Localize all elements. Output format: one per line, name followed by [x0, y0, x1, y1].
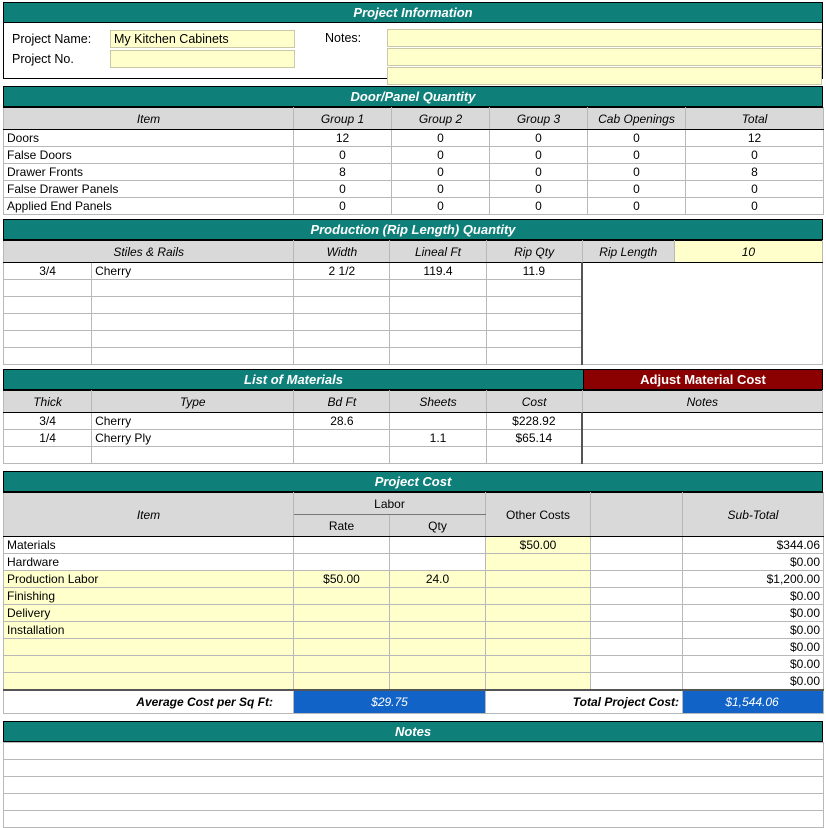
col-stiles-and-rails: Stiles & Rails	[4, 241, 294, 263]
cell-thick: 1/4	[4, 430, 92, 447]
project-cost-footer-row	[4, 690, 824, 714]
cell-qty[interactable]	[390, 537, 486, 554]
cell-lineal-ft	[390, 297, 486, 314]
project-no-row	[12, 49, 317, 69]
cell-rip-qty	[486, 348, 582, 365]
cell-rate[interactable]	[294, 673, 390, 690]
cell-sheets	[390, 413, 486, 430]
cell-group-1[interactable]: 0	[294, 181, 392, 198]
average-cost-label: Average Cost per Sq Ft:	[4, 690, 294, 714]
col-rate: Rate	[294, 515, 390, 537]
cell-rip-qty: 11.9	[486, 263, 582, 280]
cell-group-2[interactable]: 0	[392, 130, 490, 147]
adjust-material-cost-button[interactable]: Adjust Material Cost	[583, 369, 823, 390]
cell-width[interactable]	[294, 348, 390, 365]
cell-blank	[591, 605, 683, 622]
cell-width[interactable]	[294, 314, 390, 331]
col-rip-length: Rip Length	[582, 241, 674, 263]
table-row	[4, 147, 824, 164]
cell-thick: 3/4	[4, 413, 92, 430]
cell-rip-qty	[486, 280, 582, 297]
notes-input-5[interactable]	[4, 811, 824, 828]
project-no-input[interactable]	[110, 50, 295, 68]
materials-band-row	[3, 369, 823, 390]
table-row	[4, 571, 824, 588]
table-row	[4, 554, 824, 571]
cell-lineal-ft	[390, 348, 486, 365]
cell-thick[interactable]	[4, 331, 92, 348]
col-cab-openings: Cab Openings	[588, 108, 686, 130]
table-header-row	[4, 241, 823, 263]
cell-qty[interactable]	[390, 656, 486, 673]
cell-blank	[591, 588, 683, 605]
table-row	[4, 430, 823, 447]
cell-lineal-ft	[390, 314, 486, 331]
cell-width[interactable]	[294, 297, 390, 314]
cell-lineal-ft	[390, 280, 486, 297]
cell-sub-total: $0.00	[683, 673, 824, 690]
cell-item: Doors	[4, 130, 294, 147]
cell-qty[interactable]	[390, 673, 486, 690]
cell-other-costs[interactable]: $50.00	[486, 537, 591, 554]
section-header-production-quantity: Production (Rip Length) Quantity	[3, 219, 823, 240]
cell-type: Cherry	[92, 413, 294, 430]
cell-type[interactable]	[92, 297, 294, 314]
cell-cab-openings[interactable]: 0	[588, 164, 686, 181]
table-row	[4, 164, 824, 181]
cell-other-costs[interactable]	[486, 554, 591, 571]
cell-rate[interactable]	[294, 622, 390, 639]
cell-blank	[591, 571, 683, 588]
table-header-row	[4, 108, 824, 130]
cell-lineal-ft	[390, 331, 486, 348]
col-lineal-ft: Lineal Ft	[390, 241, 486, 263]
col-thick: Thick	[4, 391, 92, 413]
cell-cab-openings[interactable]: 0	[588, 181, 686, 198]
door-panel-quantity-table	[3, 107, 824, 215]
cell-item[interactable]	[4, 639, 294, 656]
cell-blank	[591, 554, 683, 571]
cell-group-3[interactable]: 0	[490, 181, 588, 198]
table-row	[4, 639, 824, 656]
cell-type[interactable]	[92, 280, 294, 297]
col-item: Item	[4, 493, 294, 537]
cell-rate[interactable]	[294, 605, 390, 622]
cell-type[interactable]	[92, 331, 294, 348]
rip-length-blank-area	[582, 263, 822, 365]
cell-thick[interactable]: 3/4	[4, 263, 92, 280]
table-row	[4, 622, 824, 639]
project-notes-input-2[interactable]	[387, 48, 822, 66]
section-header-door-panel-quantity: Door/Panel Quantity	[3, 86, 823, 107]
col-type: Type	[92, 391, 294, 413]
cell-other-costs[interactable]	[486, 571, 591, 588]
col-group-2: Group 2	[392, 108, 490, 130]
table-row	[4, 673, 824, 690]
production-quantity-table	[3, 240, 823, 365]
notes-row	[4, 760, 824, 777]
cell-qty[interactable]	[390, 554, 486, 571]
cell-width[interactable]: 2 1/2	[294, 263, 390, 280]
cell-sub-total: $0.00	[683, 622, 824, 639]
col-width: Width	[294, 241, 390, 263]
list-of-materials-table	[3, 390, 823, 464]
cell-width[interactable]	[294, 280, 390, 297]
cell-type: Cherry Ply	[92, 430, 294, 447]
project-notes-group	[317, 29, 822, 78]
table-row	[4, 263, 823, 280]
cell-item: Hardware	[4, 554, 294, 571]
cell-cab-openings[interactable]: 0	[588, 130, 686, 147]
cell-cost: $65.14	[486, 430, 582, 447]
cell-sub-total: $1,200.00	[683, 571, 824, 588]
table-row	[4, 413, 823, 430]
project-name-input[interactable]: My Kitchen Cabinets	[110, 30, 295, 48]
col-other-costs: Other Costs	[486, 493, 591, 537]
cell-rate[interactable]	[294, 656, 390, 673]
cell-other-costs[interactable]	[486, 622, 591, 639]
cell-rate[interactable]	[294, 588, 390, 605]
col-labor: Labor	[294, 493, 486, 515]
cell-other-costs[interactable]	[486, 588, 591, 605]
notes-input-3[interactable]	[4, 777, 824, 794]
cell-cost: $228.92	[486, 413, 582, 430]
cell-type	[92, 447, 294, 464]
cell-sheets	[390, 447, 486, 464]
col-bd-ft: Bd Ft	[294, 391, 390, 413]
cell-qty[interactable]: 24.0	[390, 571, 486, 588]
cell-group-2[interactable]: 0	[392, 164, 490, 181]
cell-qty[interactable]	[390, 605, 486, 622]
col-blank	[591, 493, 683, 537]
cell-group-3[interactable]: 0	[490, 198, 588, 215]
cell-group-1[interactable]: 0	[294, 198, 392, 215]
project-name-row	[12, 29, 317, 49]
table-row	[4, 181, 824, 198]
cell-type[interactable]	[92, 314, 294, 331]
notes-row	[4, 777, 824, 794]
notes-input-4[interactable]	[4, 794, 824, 811]
cell-notes[interactable]	[582, 430, 822, 447]
cell-sub-total: $0.00	[683, 554, 824, 571]
cell-group-1[interactable]: 0	[294, 147, 392, 164]
col-cost: Cost	[486, 391, 582, 413]
project-no-label: Project No.	[12, 52, 74, 66]
spacer-4	[3, 464, 823, 471]
table-row	[4, 198, 824, 215]
cell-item: Materials	[4, 537, 294, 554]
col-item: Item	[4, 108, 294, 130]
total-project-cost-value: $1,544.06	[683, 690, 824, 714]
cell-qty[interactable]	[390, 588, 486, 605]
cell-rate[interactable]	[294, 639, 390, 656]
cell-rate[interactable]: $50.00	[294, 571, 390, 588]
table-row	[4, 656, 824, 673]
project-notes-input-1[interactable]	[387, 29, 822, 47]
notes-table	[3, 742, 824, 828]
cell-item[interactable]	[4, 673, 294, 690]
cell-rate[interactable]	[294, 554, 390, 571]
cell-group-2[interactable]: 0	[392, 147, 490, 164]
notes-row	[4, 743, 824, 760]
col-total: Total	[686, 108, 824, 130]
cell-total: 0	[686, 198, 824, 215]
cell-sub-total: $0.00	[683, 605, 824, 622]
notes-row	[4, 811, 824, 828]
project-information-panel	[3, 23, 823, 79]
project-cost-table	[3, 492, 824, 714]
cell-type[interactable]	[92, 348, 294, 365]
cell-group-3[interactable]: 0	[490, 130, 588, 147]
table-row	[4, 537, 824, 554]
cell-bd-ft	[294, 430, 390, 447]
col-group-3: Group 3	[490, 108, 588, 130]
table-row	[4, 605, 824, 622]
total-project-cost-label: Total Project Cost:	[486, 690, 683, 714]
cell-item: Delivery	[4, 605, 294, 622]
notes-row	[4, 794, 824, 811]
cell-sub-total: $0.00	[683, 639, 824, 656]
col-notes: Notes	[582, 391, 822, 413]
project-notes-input-3[interactable]	[387, 67, 822, 85]
cell-qty[interactable]	[390, 622, 486, 639]
cell-width[interactable]	[294, 331, 390, 348]
cell-thick[interactable]	[4, 297, 92, 314]
table-row	[4, 588, 824, 605]
project-name-label: Project Name:	[12, 32, 92, 46]
cell-group-2[interactable]: 0	[392, 198, 490, 215]
cell-group-3[interactable]: 0	[490, 147, 588, 164]
cell-group-3[interactable]: 0	[490, 164, 588, 181]
cell-blank	[591, 656, 683, 673]
cell-total: 12	[686, 130, 824, 147]
cell-other-costs[interactable]	[486, 673, 591, 690]
cell-other-costs[interactable]	[486, 605, 591, 622]
cell-bd-ft: 28.6	[294, 413, 390, 430]
cell-bd-ft	[294, 447, 390, 464]
project-notes-inputs	[387, 29, 822, 78]
cell-rate[interactable]	[294, 537, 390, 554]
cell-thick[interactable]	[4, 314, 92, 331]
cell-notes[interactable]	[582, 413, 822, 430]
cell-group-1[interactable]: 8	[294, 164, 392, 181]
cell-total: 0	[686, 147, 824, 164]
cell-group-2[interactable]: 0	[392, 181, 490, 198]
project-notes-label: Notes:	[325, 31, 362, 45]
project-fields-group	[12, 29, 317, 78]
section-header-list-of-materials: List of Materials	[3, 369, 583, 390]
cell-item: False Drawer Panels	[4, 181, 294, 198]
cell-rip-qty	[486, 297, 582, 314]
table-row	[4, 130, 824, 147]
table-row	[4, 447, 823, 464]
cell-thick[interactable]	[4, 348, 92, 365]
cell-cab-openings[interactable]: 0	[588, 198, 686, 215]
cell-thick	[4, 447, 92, 464]
cell-rip-qty	[486, 314, 582, 331]
rip-length-input[interactable]: 10	[674, 241, 822, 263]
spacer-5	[3, 714, 823, 721]
table-header-row	[4, 391, 823, 413]
col-sub-total: Sub-Total	[683, 493, 824, 537]
average-cost-value: $29.75	[294, 690, 486, 714]
cell-rip-qty	[486, 331, 582, 348]
col-group-1: Group 1	[294, 108, 392, 130]
cell-item: Finishing	[4, 588, 294, 605]
col-sheets: Sheets	[390, 391, 486, 413]
section-header-project-information: Project Information	[3, 2, 823, 23]
table-header-row-top	[4, 493, 824, 515]
cell-item: Production Labor	[4, 571, 294, 588]
notes-input-1[interactable]	[4, 743, 824, 760]
notes-input-2[interactable]	[4, 760, 824, 777]
cell-cost	[486, 447, 582, 464]
cell-item: Installation	[4, 622, 294, 639]
cell-type[interactable]: Cherry	[92, 263, 294, 280]
cell-item: Applied End Panels	[4, 198, 294, 215]
section-header-project-cost: Project Cost	[3, 471, 823, 492]
section-header-notes: Notes	[3, 721, 823, 742]
cell-item: Drawer Fronts	[4, 164, 294, 181]
cell-blank	[591, 537, 683, 554]
cell-qty[interactable]	[390, 639, 486, 656]
cell-other-costs[interactable]	[486, 639, 591, 656]
cell-sheets: 1.1	[390, 430, 486, 447]
cell-sub-total: $344.06	[683, 537, 824, 554]
col-qty: Qty	[390, 515, 486, 537]
cell-item[interactable]	[4, 656, 294, 673]
cell-blank	[591, 639, 683, 656]
cell-notes[interactable]	[582, 447, 822, 464]
cell-group-1[interactable]: 12	[294, 130, 392, 147]
cell-lineal-ft: 119.4	[390, 263, 486, 280]
cell-blank	[591, 673, 683, 690]
cell-blank	[591, 622, 683, 639]
cell-cab-openings[interactable]: 0	[588, 147, 686, 164]
cell-other-costs[interactable]	[486, 656, 591, 673]
cell-total: 8	[686, 164, 824, 181]
cell-total: 0	[686, 181, 824, 198]
cell-sub-total: $0.00	[683, 656, 824, 673]
cell-thick[interactable]	[4, 280, 92, 297]
cell-item: False Doors	[4, 147, 294, 164]
cell-sub-total: $0.00	[683, 588, 824, 605]
col-rip-qty: Rip Qty	[486, 241, 582, 263]
